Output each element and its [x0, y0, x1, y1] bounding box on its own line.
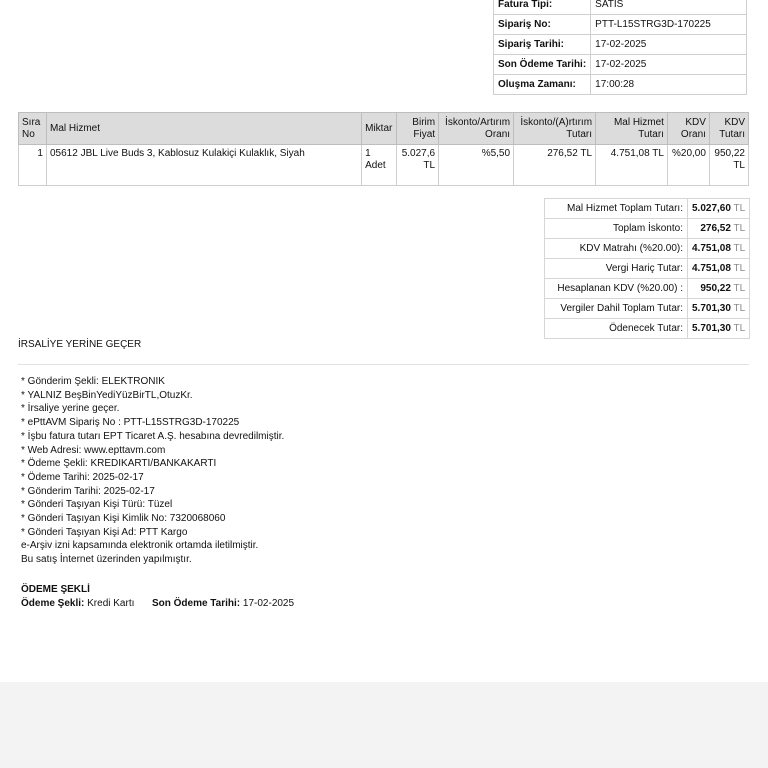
- col-birim-fiyat-header: Birim Fiyat: [397, 113, 439, 145]
- payment-method-label: Ödeme Şekli:: [21, 598, 85, 609]
- totals-currency: TL: [733, 263, 746, 274]
- totals-amount: 950,22: [700, 283, 731, 294]
- note-line: e-Arşiv izni kapsamında elektronik ortamda iletilmiştir.: [21, 540, 259, 552]
- cell-mal-hizmet-tutari: 4.751,08 TL: [596, 145, 668, 186]
- col-sira-header: Sıra No: [19, 113, 47, 145]
- totals-value-cell: [688, 219, 750, 239]
- note-line: * Gönderi Taşıyan Kişi Türü: Tüzel: [21, 499, 173, 511]
- items-header-row: [19, 113, 749, 145]
- note-line: * İrsaliye yerine geçer.: [21, 403, 120, 415]
- totals-label: Hesaplanan KDV (%20.00) :: [545, 279, 688, 299]
- totals-currency: TL: [733, 283, 746, 294]
- totals-label: Vergiler Dahil Toplam Tutar:: [545, 299, 688, 319]
- totals-label: Ödenecek Tutar:: [545, 319, 688, 339]
- totals-label: KDV Matrahı (%20.00):: [545, 239, 688, 259]
- cell-kdv-orani: %20,00: [667, 145, 709, 186]
- totals-row: [545, 219, 750, 239]
- page-footer-background: [0, 682, 768, 768]
- info-value: PTT-L15STRG3D-170225: [591, 15, 747, 35]
- info-label: Sipariş No:: [494, 15, 591, 35]
- totals-amount: 5.027,60: [692, 203, 731, 214]
- note-line: * Gönderi Taşıyan Kişi Kimlik No: 7320068060: [21, 513, 226, 525]
- totals-currency: TL: [733, 223, 746, 234]
- info-row: [494, 55, 747, 75]
- payment-due-label: Son Ödeme Tarihi:: [151, 598, 241, 609]
- totals-value-cell: [688, 279, 750, 299]
- info-value: SATIS: [591, 0, 747, 15]
- note-line: * Ödeme Şekli: KREDIKARTI/BANKAKARTI: [21, 458, 217, 470]
- payment-due-value: 17-02-2025: [242, 598, 295, 609]
- note-line: * Gönderim Tarihi: 2025-02-17: [21, 485, 155, 497]
- info-label: Fatura Tipi:: [494, 0, 591, 15]
- cell-iskonto-tutari: 276,52 TL: [514, 145, 596, 186]
- col-iskonto-tutari-header: İskonto/(A)rtırım Tutarı: [514, 113, 596, 145]
- totals-value-cell: [688, 259, 750, 279]
- info-row: [494, 35, 747, 55]
- payment-method-value: Kredi Kartı: [87, 598, 135, 609]
- cell-miktar: 1 Adet: [362, 145, 397, 186]
- info-label: Son Ödeme Tarihi:: [494, 55, 591, 75]
- cell-kdv-tutari: 950,22 TL: [709, 145, 748, 186]
- totals-row: [545, 279, 750, 299]
- info-value: 17:00:28: [591, 75, 747, 95]
- col-kdv-tutari-header: KDV Tutarı: [709, 113, 748, 145]
- totals-currency: TL: [733, 203, 746, 214]
- totals-label: Vergi Hariç Tutar:: [545, 259, 688, 279]
- invoice-info-table: [493, 0, 747, 95]
- divider: [18, 364, 749, 365]
- totals-label: Mal Hizmet Toplam Tutarı:: [545, 199, 688, 219]
- totals-currency: TL: [733, 323, 746, 334]
- col-mal-hizmet-header: Mal Hizmet: [46, 113, 361, 145]
- cell-birim-fiyat: 5.027,6 TL: [397, 145, 439, 186]
- totals-currency: TL: [733, 243, 746, 254]
- table-row: [19, 145, 749, 186]
- col-miktar-header: Miktar: [362, 113, 397, 145]
- cell-iskonto-orani: %5,50: [439, 145, 514, 186]
- totals-table: [544, 198, 750, 339]
- totals-amount: 4.751,08: [692, 263, 731, 274]
- cell-mal-hizmet: 05612 JBL Live Buds 3, Kablosuz Kulakiçi Kulaklık, Siyah: [46, 145, 361, 186]
- totals-amount: 5.701,30: [692, 323, 731, 334]
- totals-amount: 4.751,08: [692, 243, 731, 254]
- totals-row: [545, 259, 750, 279]
- payment-section-title: ÖDEME ŞEKLİ: [21, 584, 90, 595]
- note-line: * YALNIZ BeşBinYediYüzBirTL,OtuzKr.: [21, 389, 193, 401]
- totals-label: Toplam İskonto:: [545, 219, 688, 239]
- note-line: * Gönderim Şekli: ELEKTRONIK: [21, 376, 165, 387]
- info-label: Oluşma Zamanı:: [494, 75, 591, 95]
- totals-value-cell: [688, 239, 750, 259]
- note-line: * İşbu fatura tutarı EPT Ticaret A.Ş. hesabına devredilmiştir.: [21, 430, 285, 442]
- info-row: [494, 75, 747, 95]
- info-row: [494, 0, 747, 15]
- info-value: 17-02-2025: [591, 55, 747, 75]
- totals-row: [545, 319, 750, 339]
- note-line: * Ödeme Tarihi: 2025-02-17: [21, 471, 144, 483]
- info-label: Sipariş Tarihi:: [494, 35, 591, 55]
- note-line: * Gönderi Taşıyan Kişi Ad: PTT Kargo: [21, 526, 188, 538]
- col-iskonto-orani-header: İskonto/Artırım Oranı: [439, 113, 514, 145]
- items-table: [18, 112, 749, 186]
- col-mal-hizmet-tutari-header: Mal Hizmet Tutarı: [596, 113, 668, 145]
- totals-amount: 5.701,30: [692, 303, 731, 314]
- note-line: * ePttAVM Sipariş No : PTT-L15STRG3D-170225: [21, 417, 240, 429]
- note-line: * Web Adresi: www.epttavm.com: [21, 444, 166, 456]
- irsaliye-note: İRSALİYE YERİNE GEÇER: [18, 339, 142, 350]
- totals-value-cell: [688, 319, 750, 339]
- totals-amount: 276,52: [700, 223, 731, 234]
- info-row: [494, 15, 747, 35]
- totals-value-cell: [688, 299, 750, 319]
- notes-list: [21, 375, 284, 567]
- note-line: Bu satış İnternet üzerinden yapılmıştır.: [21, 554, 192, 566]
- totals-row: [545, 299, 750, 319]
- totals-row: [545, 239, 750, 259]
- totals-row: [545, 199, 750, 219]
- payment-details: [21, 598, 294, 609]
- totals-value-cell: [688, 199, 750, 219]
- cell-sira: 1: [19, 145, 47, 186]
- col-kdv-orani-header: KDV Oranı: [667, 113, 709, 145]
- totals-currency: TL: [733, 303, 746, 314]
- info-value: 17-02-2025: [591, 35, 747, 55]
